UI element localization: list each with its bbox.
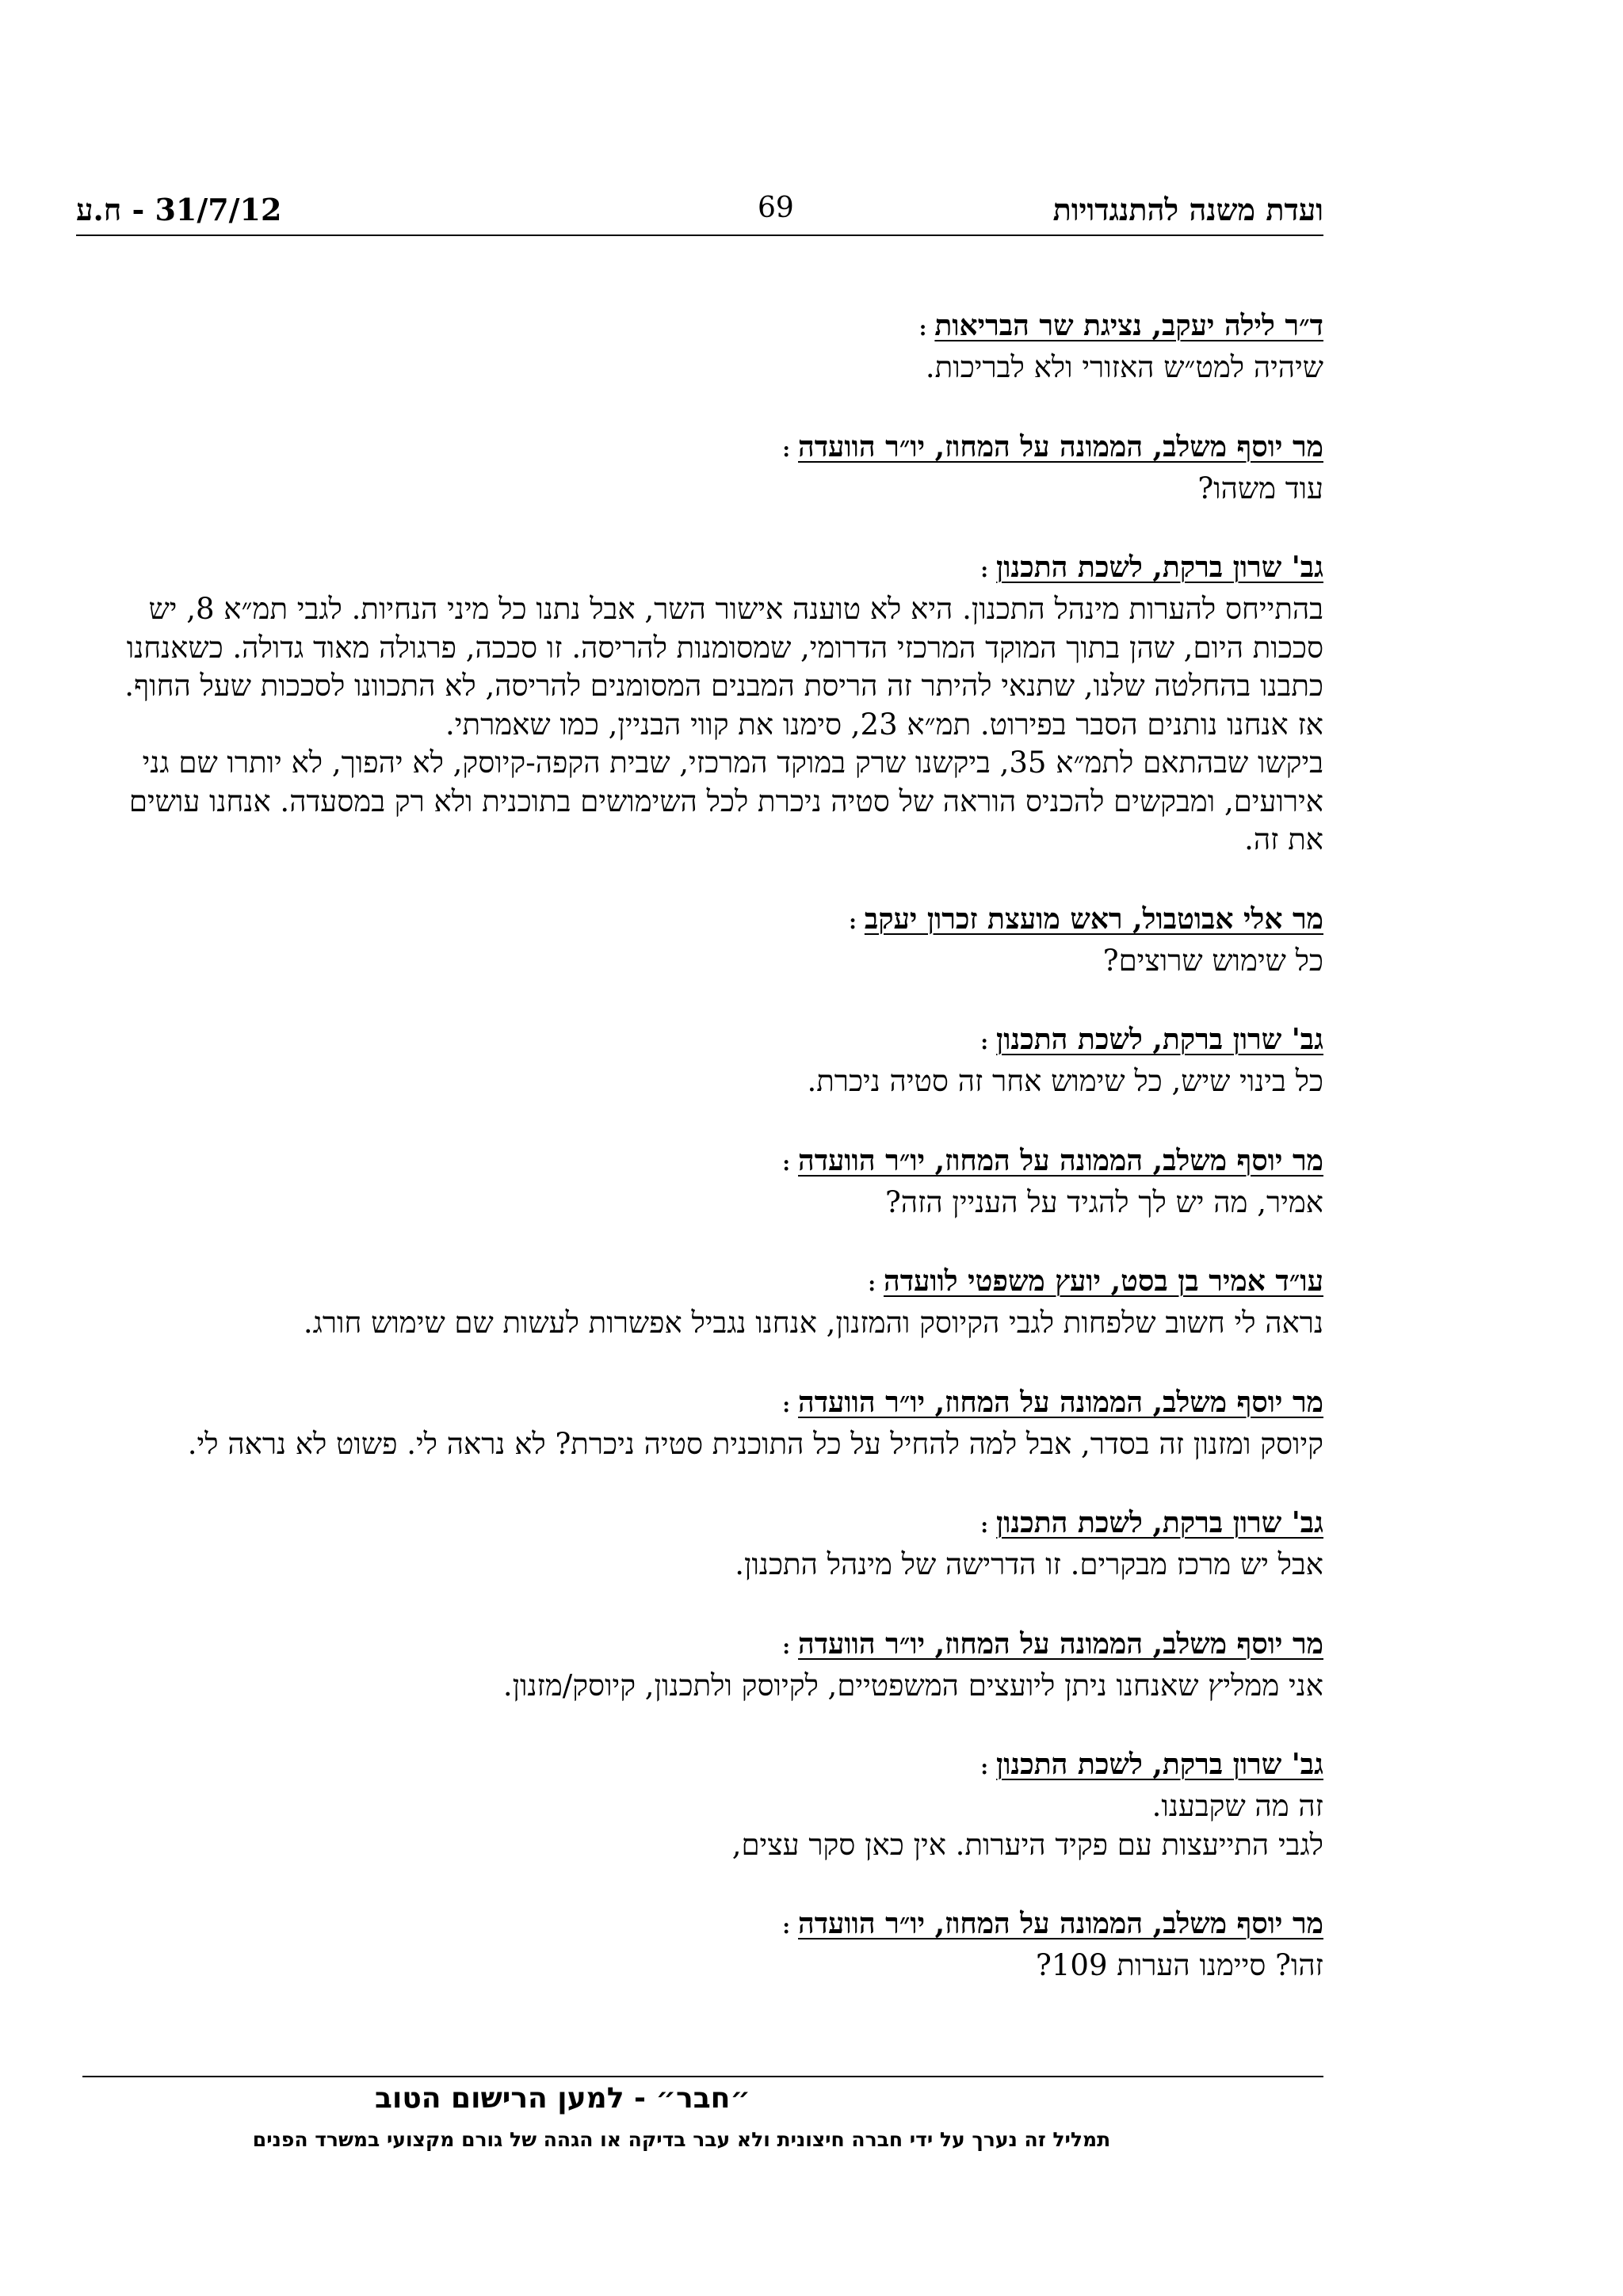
speaker-colon: :	[980, 1031, 989, 1055]
speaker-line	[119, 1261, 1323, 1304]
speech-paragraph: כל בינוי שיש, כל שימוש אחר זה סטיה ניכרת.	[807, 1064, 1323, 1098]
speech-paragraph: נראה לי חשוב שלפחות לגבי הקיוסק והמזנון, אנחנו נגביל אפשרות לעשות שם שימוש חורג.	[303, 1306, 1323, 1340]
speaker-name: מר יוסף משלב, הממונה על המחוז, יו״ר הוועדה	[798, 429, 1323, 463]
speaker-name: מר אלי אבוטבול, ראש מועצת זכרון יעקב	[864, 902, 1323, 936]
speaker-colon: :	[980, 1514, 989, 1538]
speaker-colon: :	[782, 1393, 791, 1417]
transcript-entry	[119, 1141, 1323, 1222]
transcript-entry	[119, 1624, 1323, 1706]
speech-paragraph: שיהיה למט״ש האזורי ולא לבריכות.	[925, 350, 1323, 384]
speaker-line	[119, 1904, 1323, 1947]
date-initials: 31/7/12 - ח.ע	[76, 192, 282, 227]
speaker-line	[119, 1020, 1323, 1062]
speaker-line	[119, 1624, 1323, 1667]
speech-paragraph: אמיר, מה יש לך להגיד על העניין הזה?	[884, 1184, 1323, 1219]
page-header	[76, 187, 1323, 236]
page-number: 69	[758, 192, 794, 224]
speech-paragraph: אני ממליץ שאנחנו ניתן ליועצים המשפטיים, לקיוסק ולתכנון, קיוסק/מזנון.	[502, 1668, 1323, 1703]
transcript-entry	[119, 1503, 1323, 1585]
footer-divider	[82, 2076, 1323, 2077]
speaker-name: מר יוסף משלב, הממונה על המחוז, יו״ר הוועדה	[798, 1627, 1323, 1661]
speaker-name: מר יוסף משלב, הממונה על המחוז, יו״ר הוועדה	[798, 1143, 1323, 1177]
speech-paragraph: קיוסק ומזנון זה בסדר, אבל למה להחיל על כל התוכנית סטיה ניכרת? לא נראה לי. פשוט לא נראה לי.	[187, 1426, 1323, 1461]
speaker-colon: :	[782, 437, 791, 462]
transcript-entry	[119, 306, 1323, 387]
speech-paragraph: לגבי התייעצות עם פקיד היערות. אין כאן סקר עצים,	[731, 1827, 1323, 1862]
transcript-entry	[119, 1904, 1323, 1985]
transcript-entry	[119, 899, 1323, 981]
speaker-name: גב' שרון ברקת, לשכת התכנון	[996, 1023, 1323, 1056]
speech-paragraph: זה מה שקבענו.	[1151, 1789, 1323, 1823]
transcript-body	[119, 306, 1323, 2025]
speech-paragraph: ביקשו שבהתאם לתמ״א 35, ביקשנו שרק במוקד המרכזי, שבית הקפה-קיוסק, לא יהפוך, לא יותרו שם גני אירועים, ומבקשים להכניס הוראה של סטיה ניכרת לכל השימושים בתוכנית ולא רק במסעדה. אנחנו עושים את זה.	[128, 746, 1323, 856]
footer-note: תמליל זה נערך על ידי חברה חיצונית ולא עבר בדיקה או הגהה של גורם מקצועי במשרד הפנים	[252, 2128, 1111, 2151]
speaker-colon: :	[918, 317, 927, 341]
speaker-colon: :	[782, 1915, 791, 1939]
speaker-line	[119, 1141, 1323, 1184]
transcript-entry	[119, 1383, 1323, 1464]
speech-paragraph: זהו? סיימנו הערות 109?	[1036, 1948, 1323, 1982]
speaker-line	[119, 547, 1323, 590]
transcript-entry	[119, 427, 1323, 509]
speaker-line	[119, 899, 1323, 942]
speaker-line	[119, 1383, 1323, 1425]
speaker-line	[119, 1503, 1323, 1546]
speaker-colon: :	[849, 910, 857, 934]
speaker-name: מר יוסף משלב, הממונה על המחוז, יו״ר הוועדה	[798, 1385, 1323, 1419]
speaker-line	[119, 306, 1323, 349]
transcript-entry	[119, 1745, 1323, 1864]
speech-paragraph: כל שימוש שרוצים?	[1102, 943, 1323, 978]
speaker-name: עו״ד אמיר בן בסט, יועץ משפטי לוועדה	[883, 1264, 1323, 1298]
speaker-name: גב' שרון ברקת, לשכת התכנון	[996, 551, 1323, 584]
transcript-entry	[119, 547, 1323, 860]
footer-title: ״חבר״ - למען הרישום הטוב	[375, 2082, 750, 2115]
speaker-line	[119, 427, 1323, 470]
speaker-colon: :	[980, 559, 989, 582]
speaker-colon: :	[782, 1634, 791, 1659]
speech-paragraph: עוד משהו?	[1197, 471, 1323, 505]
speaker-colon: :	[868, 1272, 876, 1296]
speaker-name: גב' שרון ברקת, לשכת התכנון	[996, 1748, 1323, 1781]
speech-paragraph: בהתייחס להערות מינהל התכנון. היא לא טוענה אישור השר, אבל נתנו כל מיני הנחיות. לגבי תמ״א 8, יש סככות היום, שהן בתוך המוקד המרכזי הדרומי, שמסומנות להריסה. זו סככה, פרגולה מאוד גדולה. כשאנחנו כתבנו בהחלטה שלנו, שתנאי להיתר זה הריסת המבנים המסומנים להריסה, לא התכוונו לסככות שעל החוף. אז אנחנו נותנים הסבר בפירוט. תמ״א 23, סימנו את קווי הבניין, כמו שאמרתי.	[124, 592, 1323, 742]
speaker-name: מר יוסף משלב, הממונה על המחוז, יו״ר הוועדה	[798, 1907, 1323, 1940]
speech-paragraph: אבל יש מרכז מבקרים. זו הדרישה של מינהל התכנון.	[735, 1547, 1323, 1581]
speaker-line	[119, 1745, 1323, 1787]
speaker-colon: :	[782, 1151, 791, 1176]
speaker-colon: :	[980, 1756, 989, 1779]
speaker-name: ד״ר לילה יעקב, נציגת שר הבריאות	[934, 309, 1323, 342]
committee-title: ועדת משנה להתנגדויות	[1052, 192, 1323, 227]
transcript-entry	[119, 1020, 1323, 1101]
transcript-entry	[119, 1261, 1323, 1343]
speaker-name: גב' שרון ברקת, לשכת התכנון	[996, 1506, 1323, 1539]
